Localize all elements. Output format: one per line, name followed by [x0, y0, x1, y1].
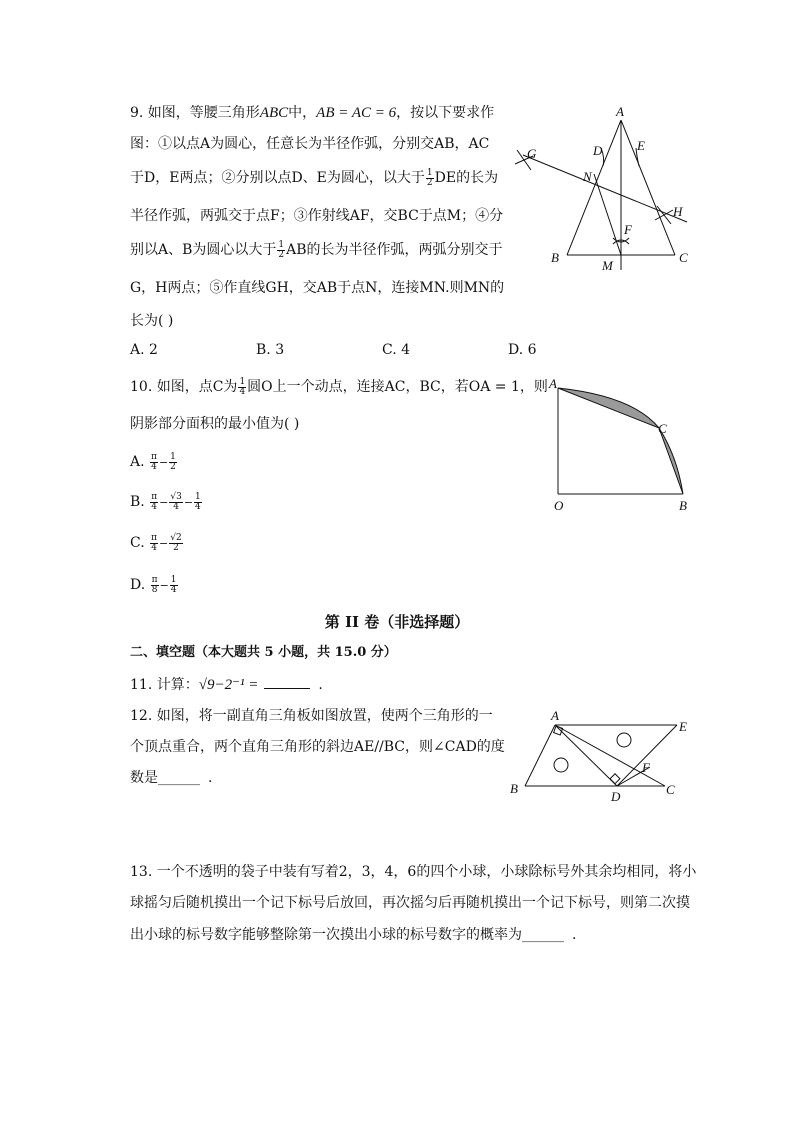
q9-line6: G，H两点；⑤作直线GH，交AB于点N，连接MN.则MN的	[130, 280, 505, 296]
fraction-denominator: 4	[151, 461, 157, 472]
right-angle-mark-d	[610, 774, 620, 784]
q13-text: 出小球的标号数字能够整除第一次摸出小球的标号数字的概率为	[130, 927, 522, 943]
fraction-denominator: 4	[173, 501, 179, 512]
label-d: D	[611, 789, 621, 804]
answer-blank[interactable]: ______	[522, 927, 564, 943]
segment-mn	[594, 174, 621, 255]
fraction-denominator: 8	[151, 584, 158, 595]
q13-line1: 13. 一个不透明的袋子中装有写着2，3，4，6的四个小球，小球除标号外其余均相同，将小	[130, 864, 697, 880]
q9-line7: 长为( )	[130, 313, 174, 329]
fraction-denominator: 4	[195, 501, 201, 512]
option-label: B.	[130, 494, 145, 510]
label-b: B	[679, 498, 687, 513]
fraction	[150, 453, 158, 472]
operator: −	[158, 456, 169, 469]
q10-option-c	[130, 533, 184, 554]
q9-equation: AB = AC = 6	[316, 105, 397, 121]
q10-option-a	[130, 452, 178, 473]
label-o: O	[554, 498, 564, 513]
operator: −	[183, 496, 194, 509]
fraction-numerator: √3	[170, 491, 182, 502]
label-b: B	[551, 250, 559, 265]
q9-line2: 图：①以点A为圆心，任意长为半径作弧，分别交AB，AC	[130, 136, 490, 152]
fraction-numerator: 1	[239, 376, 246, 387]
option-label: D.	[130, 577, 146, 593]
fraction	[169, 453, 177, 472]
line-gh	[523, 155, 687, 222]
q9-line4: 半径作弧，两弧交于点F；③作射线AF，交BC于点M；④分	[130, 208, 504, 224]
q9-figure	[505, 100, 695, 280]
label-h: H	[673, 204, 683, 219]
label-a: A	[616, 104, 624, 119]
fraction-numerator: π	[151, 532, 158, 543]
fraction-denominator: 2	[173, 542, 179, 553]
q9-text: DE的长为	[434, 170, 499, 186]
fraction	[169, 534, 182, 553]
side-ab	[567, 120, 621, 255]
label-n: N	[583, 169, 592, 184]
section2-title: 二、填空题（本大题共 5 小题，共 15.0 分）	[130, 645, 397, 660]
q11-line	[130, 675, 323, 695]
q9-triangle-name: ABC	[259, 105, 289, 121]
q11-text: 11. 计算：	[130, 677, 199, 693]
q12-period: .	[208, 770, 213, 786]
fraction-numerator: 1	[195, 491, 201, 502]
q9-text: ，按以下要求作	[396, 105, 495, 121]
label-m: M	[602, 258, 613, 273]
label-c: C	[666, 782, 675, 797]
q10-option-d	[130, 575, 179, 596]
fraction	[194, 493, 202, 512]
label-f: F	[624, 222, 632, 237]
fraction	[150, 534, 158, 553]
q9-option-d: D. 6	[508, 342, 537, 358]
fraction-denominator: 2	[170, 461, 176, 472]
fraction-numerator: √2	[170, 532, 182, 543]
fraction-numerator: π	[151, 491, 158, 502]
label-c: C	[679, 250, 688, 265]
option-label: C.	[130, 535, 145, 551]
fraction-numerator: 1	[170, 451, 176, 462]
q11-expression: √9−2⁻¹ =	[198, 677, 259, 693]
fraction-denominator: 2	[426, 177, 433, 188]
q10-figure	[545, 372, 705, 517]
q10-text: 10. 如图，点C为	[130, 379, 238, 395]
label-g: G	[527, 146, 537, 161]
fraction-denominator: 2	[278, 249, 285, 260]
fraction	[426, 169, 434, 188]
q13-line2: 球摇匀后随机摸出一个记下标号后放回，再次摇匀后再随机摸出一个记下标号，则第二次摸	[130, 895, 690, 911]
q10-line1	[130, 377, 548, 397]
label-f: F	[642, 760, 650, 775]
operator: −	[159, 537, 169, 550]
q9-text: 别以A、B为圆心以大于	[130, 242, 277, 258]
q9-line1	[130, 103, 494, 123]
fraction	[277, 241, 285, 260]
q9-option-a: A. 2	[130, 342, 158, 358]
fraction-numerator: π	[151, 451, 157, 462]
fraction-numerator: 1	[426, 167, 433, 178]
label-a: A	[551, 708, 559, 723]
operator: −	[159, 496, 169, 509]
fraction-denominator: 4	[151, 501, 158, 512]
label-d: D	[593, 143, 603, 158]
label-e: E	[679, 719, 687, 734]
q12-line1: 12. 如图，将一副直角三角板如图放置，使两个三角形的一	[130, 708, 493, 724]
q12-text: 数是	[130, 770, 158, 786]
segment-ab	[525, 725, 555, 786]
q9-line5	[130, 240, 503, 260]
option-label: A.	[130, 454, 145, 470]
q11-period: .	[318, 677, 323, 693]
q13-line3	[130, 925, 576, 945]
q9-option-c: C. 4	[382, 342, 411, 358]
fraction	[170, 576, 178, 595]
triangle-hole-1	[617, 733, 631, 747]
label-e: E	[637, 138, 645, 153]
fraction-denominator: 4	[151, 542, 157, 553]
q9-text: 9. 如图，等腰三角形	[130, 105, 260, 121]
fraction-numerator: 1	[278, 239, 285, 250]
q9-text: 中，	[288, 105, 317, 121]
fraction-denominator: 4	[239, 386, 246, 397]
q12-figure	[505, 705, 705, 805]
shaded-region-ac	[558, 388, 659, 428]
fraction	[151, 576, 159, 595]
q10-option-b	[130, 492, 203, 513]
fraction	[238, 378, 246, 397]
part2-title: 第 II 卷（非选择题）	[324, 613, 470, 631]
triangle-hole-2	[554, 758, 568, 772]
fraction-numerator: π	[151, 574, 158, 585]
fraction-denominator: 4	[170, 584, 177, 595]
segment-ec	[617, 725, 677, 786]
q12-line3	[130, 768, 212, 788]
label-c: C	[658, 421, 667, 436]
answer-blank[interactable]	[264, 688, 310, 689]
fraction-numerator: 1	[170, 574, 177, 585]
q9-option-b: B. 3	[256, 342, 285, 358]
fraction	[150, 493, 158, 512]
q9-text: AB的长为半径作弧，两弧分别交于	[286, 242, 503, 258]
q13-period: .	[572, 927, 577, 943]
segment-ad	[555, 725, 617, 786]
label-a: A	[549, 376, 557, 391]
segment-ac	[555, 725, 665, 786]
q9-text: 于D，E两点；②分别以点D、E为圆心，以大于	[130, 170, 425, 186]
operator: −	[159, 579, 169, 592]
fraction	[169, 493, 182, 512]
q10-text: 圆O上一个动点，连接AC，BC，若OA = 1，则	[247, 379, 548, 395]
q9-line3	[130, 168, 498, 188]
q12-line2: 个顶点重合，两个直角三角形的斜边AE//BC，则∠CAD的度	[130, 739, 505, 755]
answer-blank[interactable]: ______	[158, 770, 200, 786]
label-b: B	[510, 781, 518, 796]
shaded-region-cb	[659, 428, 683, 494]
q10-line2: 阴影部分面积的最小值为( )	[130, 416, 300, 432]
